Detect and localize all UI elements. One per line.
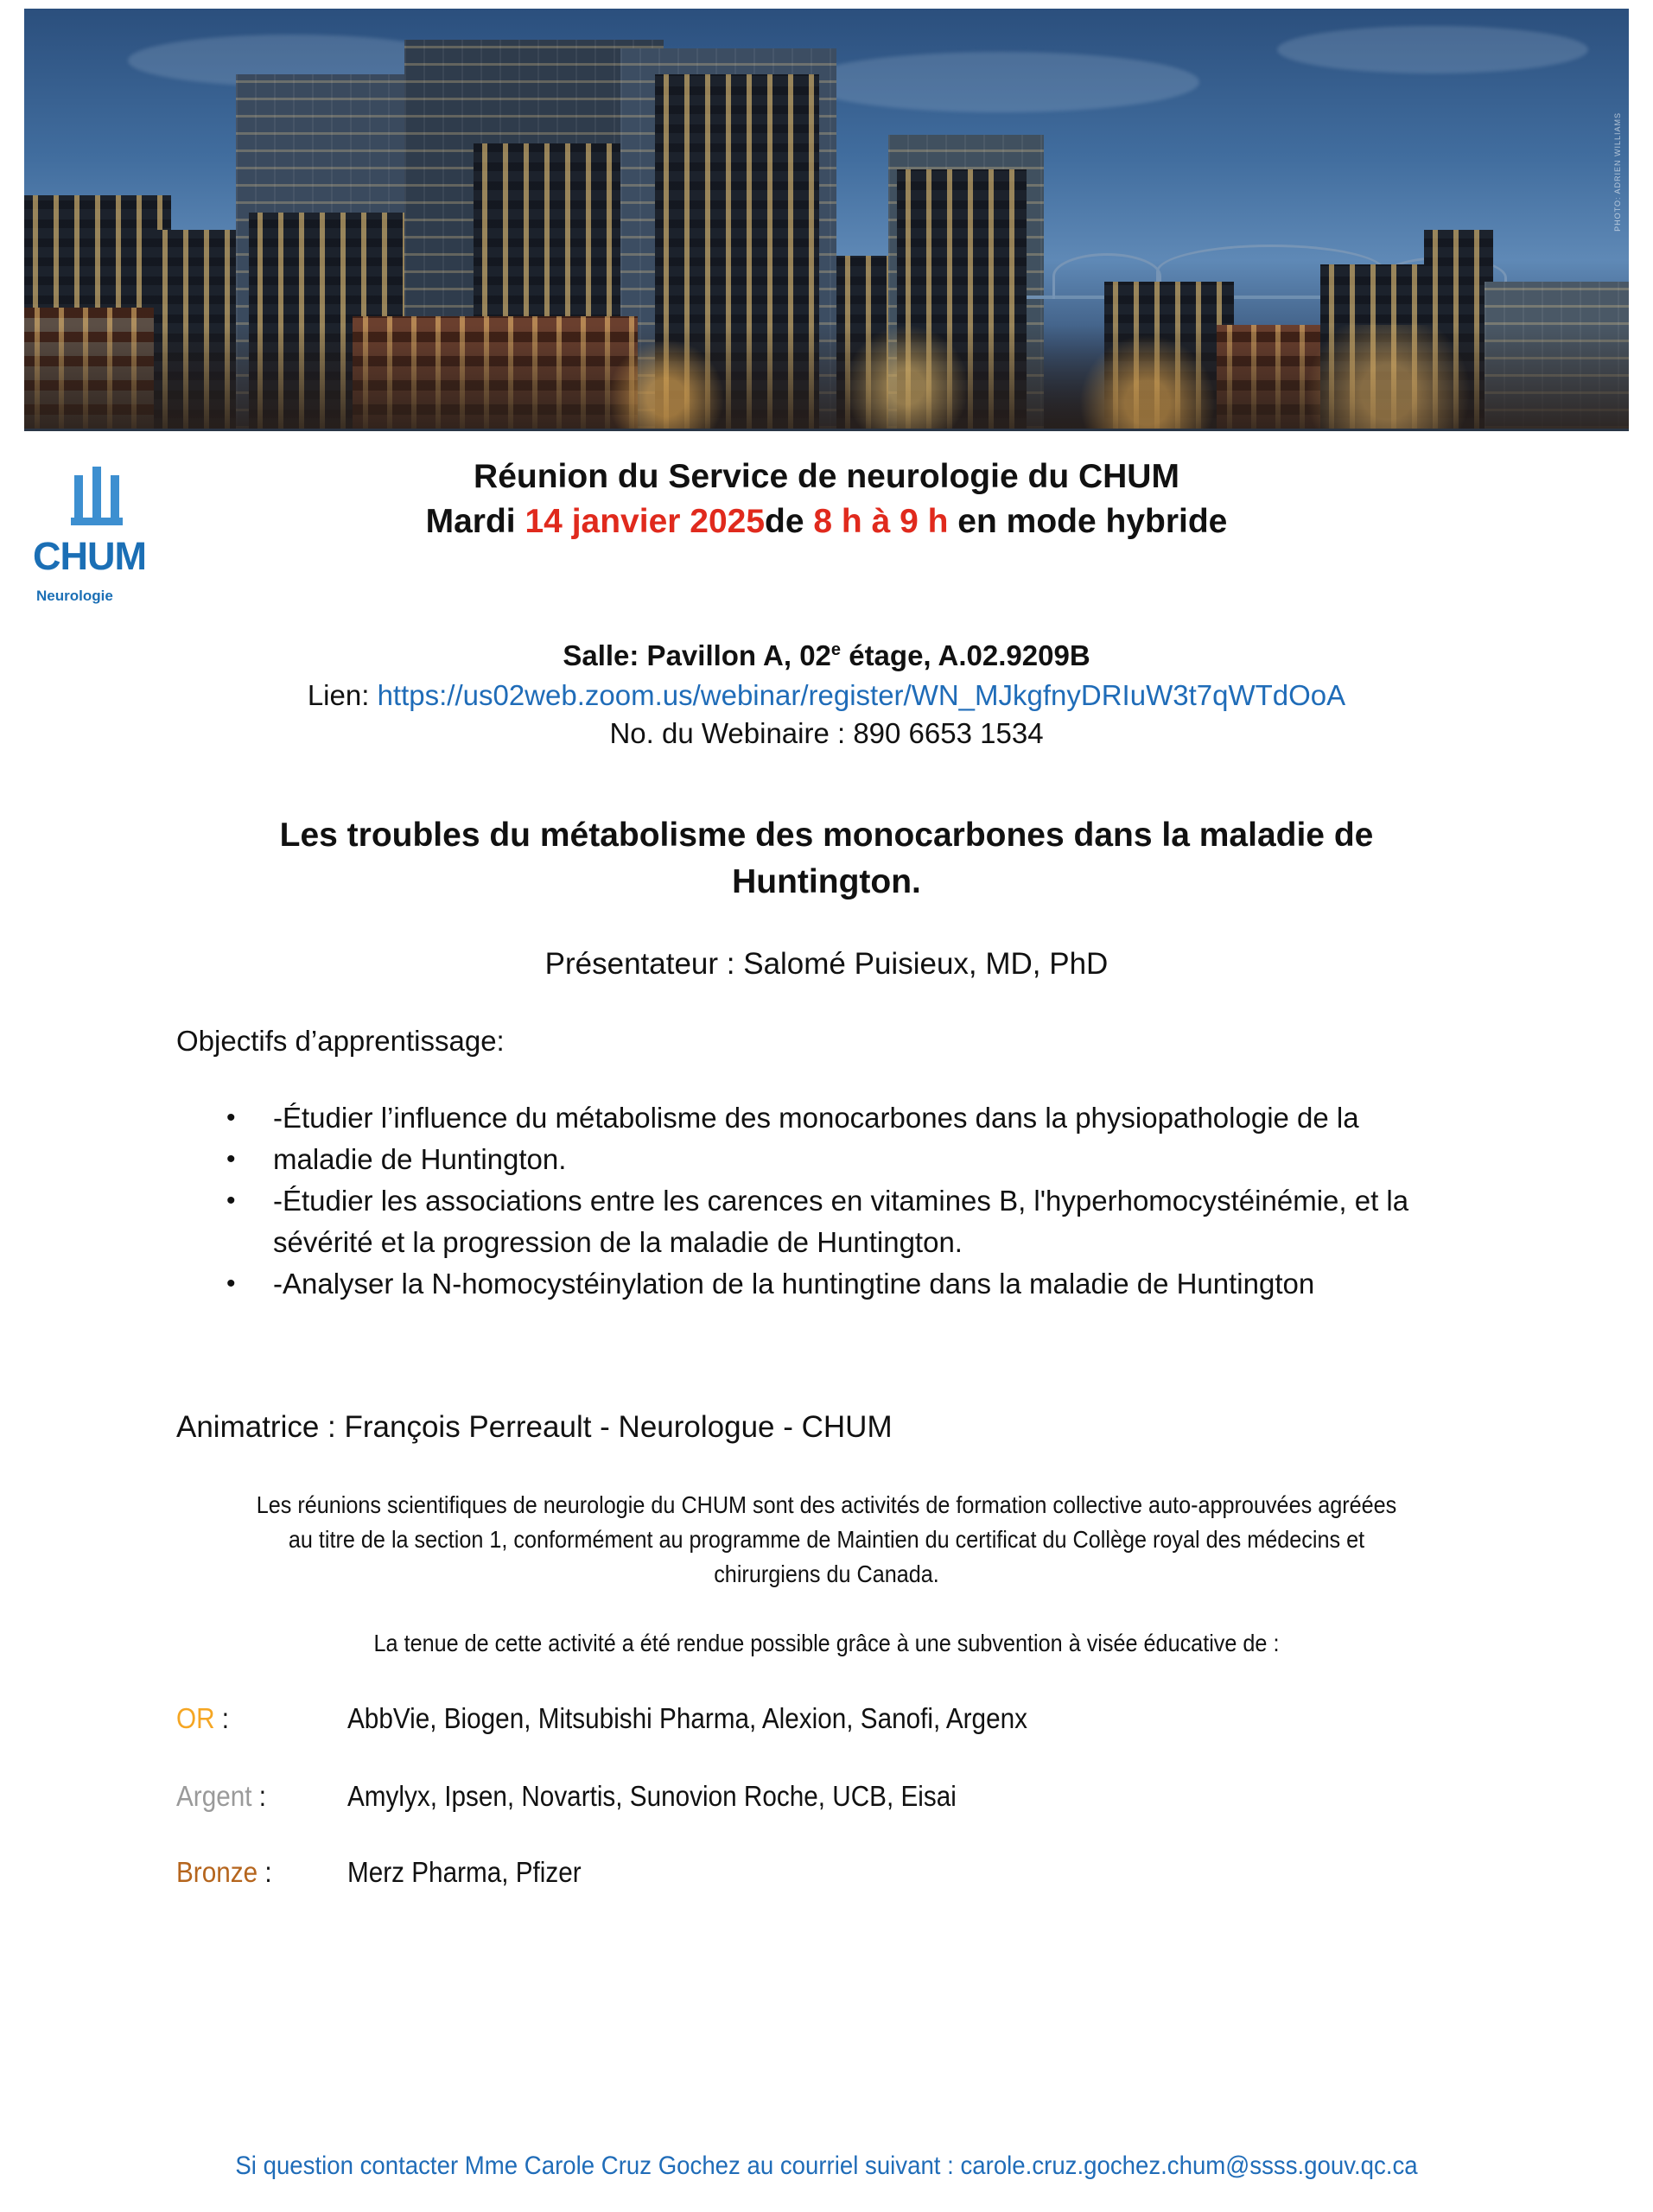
room-location [0, 639, 1653, 672]
moderator: Animatrice : François Perreault - Neurologue - CHUM [176, 1410, 893, 1444]
objective-text: maladie de Huntington. [273, 1143, 567, 1175]
accreditation-line: au titre de la section 1, conformément au programme de Maintien du certificat du Collège royal des médecins et [288, 1526, 1365, 1553]
tier-label [176, 1780, 266, 1813]
tier-separator: : [214, 1702, 230, 1734]
objective-text: -Analyser la N-homocystéinylation de la huntingtine dans la maladie de Huntington [273, 1268, 1315, 1300]
list-item [173, 1139, 1521, 1180]
accreditation-note [83, 1488, 1571, 1592]
photo-credit: PHOTO: ADRIEN WILLIAMS [1613, 112, 1622, 232]
tier-sponsors: AbbVie, Biogen, Mitsubishi Pharma, Alexion, Sanofi, Argenx [347, 1702, 1027, 1734]
accreditation-line: chirurgiens du Canada. [714, 1560, 939, 1587]
list-item [173, 1222, 1521, 1263]
tier-name: OR [176, 1702, 215, 1734]
accreditation-line: Les réunions scientifiques de neurologie du CHUM sont des activités de formation collective auto-approuvées agréées [256, 1491, 1397, 1518]
bullet-icon: • [226, 1269, 236, 1298]
contact-footer: Si question contacter Mme Carole Cruz Gochez au courriel suivant : carole.cruz.gochez.chum@ssss.gouv.qc.ca [235, 2152, 1418, 2180]
tier-separator: : [251, 1780, 267, 1812]
event-datetime [0, 503, 1653, 541]
talk-title [0, 812, 1653, 906]
event-title: Réunion du Service de neurologie du CHUM [474, 458, 1179, 495]
room-label: Salle: Pavillon A, 02 [563, 639, 831, 671]
tier-label [176, 1856, 272, 1889]
list-item [173, 1097, 1521, 1139]
room-rest: étage, A.02.9209B [841, 639, 1090, 671]
room-superscript: e [830, 640, 842, 659]
list-item [173, 1263, 1521, 1305]
tier-label [176, 1702, 229, 1735]
tier-separator: : [257, 1856, 272, 1888]
zoom-link[interactable]: https://us02web.zoom.us/webinar/register/WN_MJkgfnyDRIuW3t7qWTdOoA [377, 679, 1346, 711]
objectives-list [173, 1097, 1521, 1305]
objective-text: sévérité et la progression de la maladie de Huntington. [273, 1226, 963, 1258]
objective-text: -Étudier l’influence du métabolisme des monocarbones dans la physiopathologie de la [273, 1102, 1359, 1134]
tier-name: Argent [176, 1780, 252, 1812]
date-prefix: Mardi [425, 503, 525, 540]
webinar-number: No. du Webinaire : 890 6653 1534 [609, 717, 1044, 749]
tier-sponsors: Amylyx, Ipsen, Novartis, Sunovion Roche, UCB, Eisai [347, 1780, 957, 1812]
list-item [173, 1180, 1521, 1222]
logo-wordmark: CHUM [33, 534, 146, 578]
tier-name: Bronze [176, 1856, 258, 1888]
talk-title-line2: Huntington. [732, 863, 921, 900]
tier-sponsors: Merz Pharma, Pfizer [347, 1856, 582, 1888]
presenter: Présentateur : Salomé Puisieux, MD, PhD [544, 947, 1109, 981]
event-time: 8 h à 9 h [813, 503, 949, 540]
sponsorship-intro: La tenue de cette activité a été rendue possible grâce à une subvention à visée éducative de : [373, 1630, 1280, 1656]
bullet-icon: • [226, 1103, 236, 1132]
event-date: 14 janvier 2025 [525, 503, 766, 540]
bullet-icon: • [226, 1186, 236, 1215]
bullet-icon: • [226, 1145, 236, 1173]
logo-department: Neurologie [36, 588, 113, 604]
zoom-link-line [0, 679, 1653, 712]
event-mode: en mode hybride [948, 503, 1228, 540]
talk-title-line1: Les troubles du métabolisme des monocarbones dans la maladie de [279, 817, 1374, 854]
time-prefix: de [765, 503, 814, 540]
link-label: Lien: [307, 679, 378, 711]
header-photo [24, 9, 1629, 431]
objective-text: -Étudier les associations entre les carences en vitamines B, l'hyperhomocystéinémie, et la [273, 1185, 1409, 1217]
objectives-heading: Objectifs d’apprentissage: [176, 1025, 505, 1057]
